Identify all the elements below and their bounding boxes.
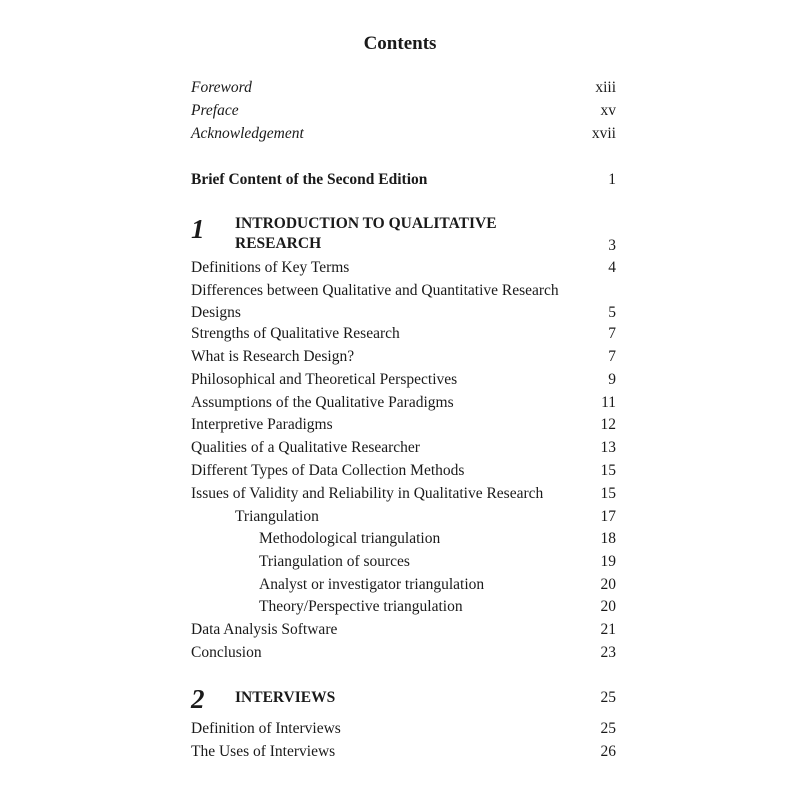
toc-entry[interactable]	[191, 323, 616, 345]
chapter-title-line1[interactable]: INTRODUCTION TO QUALITATIVE	[235, 215, 497, 232]
toc-entry-label: Definitions of Key Terms	[191, 259, 350, 276]
toc-page-number: xiii	[595, 79, 616, 96]
toc-page-number: 12	[600, 416, 616, 433]
toc-entry-label: Acknowledgement	[191, 125, 304, 142]
toc-entry-label: Interpretive Paradigms	[191, 416, 333, 433]
toc-page-number: 13	[600, 439, 616, 456]
toc-page-number: 1	[608, 171, 616, 188]
toc-entry-label: Conclusion	[191, 644, 262, 661]
toc-page-number: 4	[608, 259, 616, 276]
toc-entry-label: Triangulation	[235, 508, 319, 525]
toc-entry-label: Definition of Interviews	[191, 720, 341, 737]
toc-page-number: xv	[600, 102, 616, 119]
toc-entry-preface[interactable]	[191, 100, 616, 122]
chapter-title-line1[interactable]: INTERVIEWS	[235, 689, 336, 706]
toc-page-number: 19	[600, 553, 616, 570]
toc-entry-label: Triangulation of sources	[259, 553, 410, 570]
toc-subentry[interactable]	[191, 506, 616, 528]
toc-entry-label: Analyst or investigator triangulation	[259, 576, 485, 593]
toc-entry[interactable]	[191, 483, 616, 505]
page-title: Contents	[363, 33, 437, 54]
toc-entry-label: Different Types of Data Collection Methods	[191, 462, 465, 479]
toc-entry-label: Assumptions of the Qualitative Paradigms	[191, 394, 454, 411]
toc-entry-label: Philosophical and Theoretical Perspectives	[191, 371, 458, 388]
toc-entry-label: Preface	[191, 102, 239, 119]
toc-page-number: 18	[600, 530, 616, 547]
toc-page-number: 15	[600, 462, 616, 479]
toc-entry-label-continued: Designs	[191, 304, 241, 321]
toc-subsubentry[interactable]	[191, 596, 616, 618]
toc-page-number: 20	[600, 576, 616, 593]
toc-entry[interactable]	[191, 642, 616, 664]
toc-page-number: 20	[600, 598, 616, 615]
toc-entry[interactable]	[191, 437, 616, 459]
toc-page-number: 9	[608, 371, 616, 388]
toc-entry-label: The Uses of Interviews	[191, 743, 336, 760]
toc-entry-label: Brief Content of the Second Edition	[191, 171, 428, 188]
toc-entry[interactable]	[191, 369, 616, 391]
toc-entry-label: Methodological triangulation	[259, 530, 441, 547]
toc-entry-acknowledgement[interactable]	[191, 123, 616, 145]
chapter-number: 1	[191, 214, 205, 244]
toc-subsubentry[interactable]	[191, 551, 616, 573]
toc-page-number: 7	[608, 348, 616, 365]
toc-entry-label: What is Research Design?	[191, 348, 355, 365]
toc-page-number: xvii	[591, 125, 616, 142]
toc-entry-label: Theory/Perspective triangulation	[259, 598, 463, 615]
toc-page-number: 11	[601, 394, 616, 411]
toc-entry[interactable]	[191, 718, 616, 740]
toc-entry-label: Qualities of a Qualitative Researcher	[191, 439, 420, 456]
toc-entry[interactable]	[191, 741, 616, 763]
toc-entry[interactable]	[191, 392, 616, 414]
toc-page-number: 21	[600, 621, 616, 638]
toc-subsubentry[interactable]	[191, 574, 616, 596]
chapter-page-number: 3	[608, 237, 616, 254]
toc-entry[interactable]	[191, 414, 616, 436]
toc-page-number: 15	[600, 485, 616, 502]
toc-entry-foreword[interactable]	[191, 77, 616, 99]
toc-entry[interactable]	[191, 280, 616, 324]
toc-page-number: 25	[600, 720, 616, 737]
chapter-title-line2[interactable]: RESEARCH	[235, 235, 322, 252]
toc-entry-label: Foreword	[191, 79, 252, 96]
toc-entry[interactable]	[191, 619, 616, 641]
toc-entry-label: Strengths of Qualitative Research	[191, 325, 400, 342]
toc-entry[interactable]	[191, 257, 616, 279]
toc-page-number: 23	[600, 644, 616, 661]
toc-entry-label: Differences between Qualitative and Quantitative Research	[191, 282, 559, 299]
toc-entry-label: Data Analysis Software	[191, 621, 338, 638]
toc-entry[interactable]	[191, 346, 616, 368]
toc-entry-label: Issues of Validity and Reliability in Qualitative Research	[191, 485, 544, 502]
toc-page-number: 26	[600, 743, 616, 760]
toc-page-number: 17	[600, 508, 616, 525]
toc-page-number: 7	[608, 325, 616, 342]
chapter-number: 2	[191, 684, 205, 714]
toc-page-number: 5	[608, 304, 616, 321]
toc-entry[interactable]	[191, 460, 616, 482]
toc-entry-brief-content[interactable]	[191, 169, 616, 191]
chapter-page-number: 25	[600, 689, 616, 706]
toc-subsubentry[interactable]	[191, 528, 616, 550]
